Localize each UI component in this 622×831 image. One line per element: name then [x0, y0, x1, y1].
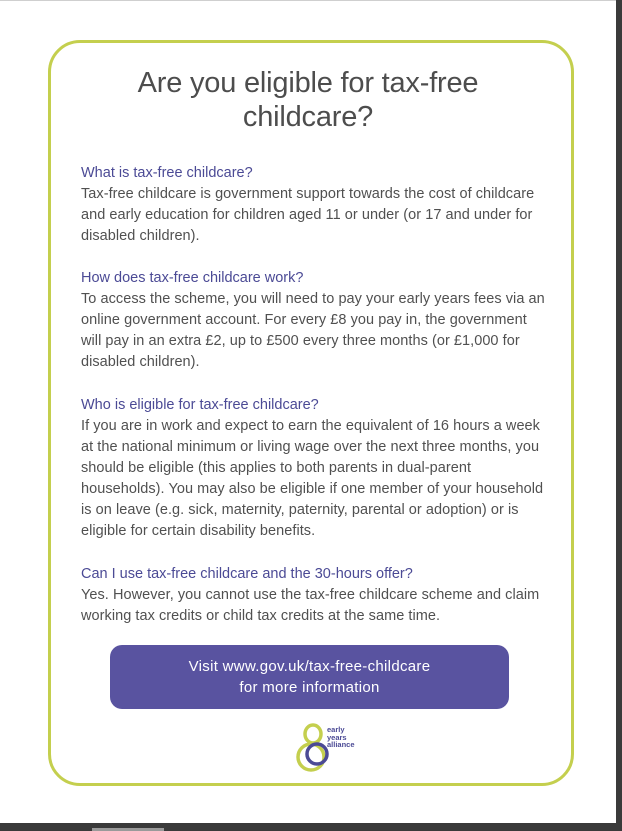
faq-question: What is tax-free childcare? [81, 165, 253, 181]
faq-question: Who is eligible for tax-free childcare? [81, 397, 319, 413]
cta-line-1: Visit www.gov.uk/tax-free-childcare [188, 658, 431, 675]
faq-answer: Tax-free childcare is government support towards the cost of childcare and early education for children aged 11 or under (or 17 and under for disabled children). [81, 186, 535, 244]
gov-uk-link-button[interactable] [110, 645, 509, 709]
faq-section-what [81, 163, 551, 247]
cta-line-2: for more information [239, 679, 380, 696]
faq-section-who [81, 395, 551, 542]
faq-question: How does tax-free childcare work? [81, 270, 304, 286]
faq-answer: If you are in work and expect to earn the equivalent of 16 hours a week at the national minimum or living wage over the next three months, you should be eligible (this applies to both parents in dual-parent households). You may also be eligible if one member of your household is on leave (e.g. sick, maternity, paternity, parental or adoption) or is eligible for certain disability benefits. [81, 418, 544, 539]
faq-section-30-hours [81, 564, 551, 627]
faq-section-how [81, 268, 551, 373]
logo-wordmark: early years alliance [327, 725, 355, 749]
faq-answer: To access the scheme, you will need to pay your early years fees via an online government account. For every £8 you pay in, the government will pay in an extra £2, up to £500 every three months (or £1,000 for disabled children). [81, 291, 545, 370]
faq-question: Can I use tax-free childcare and the 30-hours offer? [81, 566, 413, 582]
page-title: Are you eligible for tax-free childcare? [137, 67, 479, 133]
viewer-right-edge [616, 0, 622, 831]
faq-answer: Yes. However, you cannot use the tax-free childcare scheme and claim working tax credits or child tax credits at the same time. [81, 587, 540, 624]
